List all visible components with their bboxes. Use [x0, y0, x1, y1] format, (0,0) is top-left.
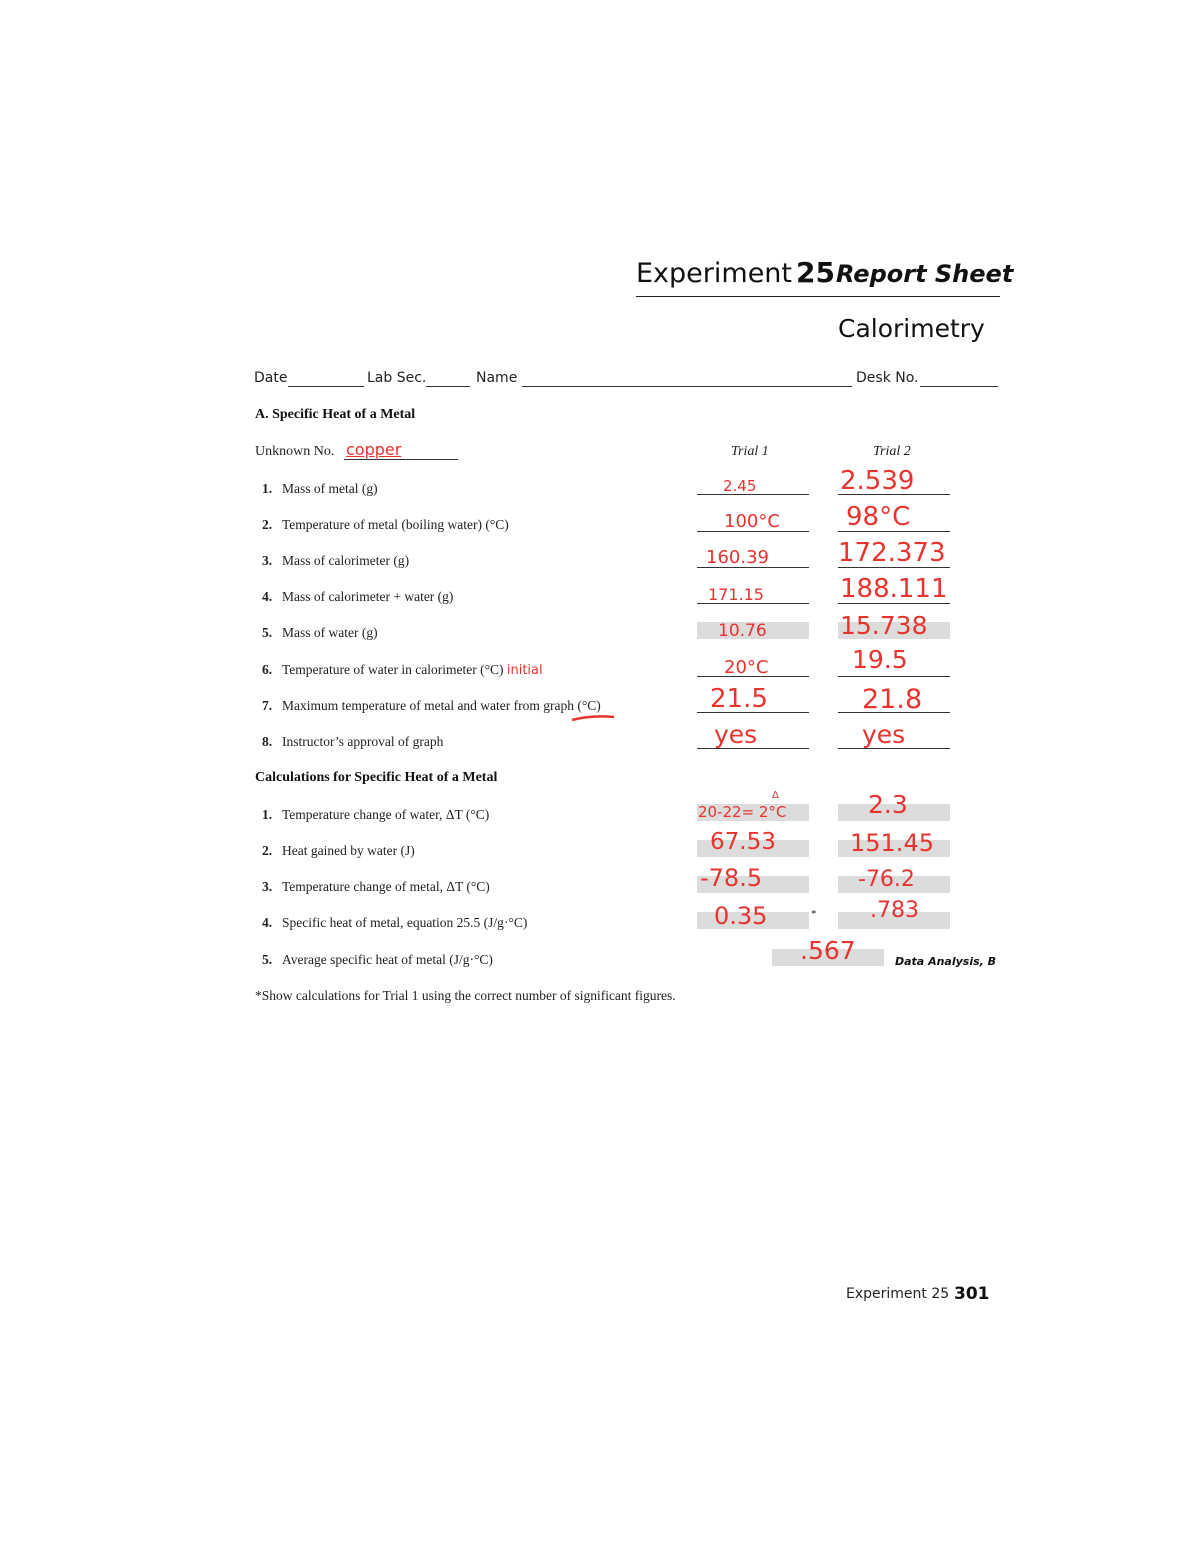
row-text: Mass of calorimeter + water (g): [282, 589, 454, 604]
row-number: 7.: [262, 698, 273, 713]
trial-1-value: yes: [714, 720, 758, 749]
footnote: *Show calculations for Trial 1 using the correct number of significant figures.: [255, 988, 676, 1003]
trial-2-value: -76.2: [858, 867, 915, 892]
trial-2-value: 21.8: [862, 684, 923, 715]
row-number: 2.: [262, 517, 273, 532]
row-handwritten-note: initial: [506, 663, 543, 678]
row-text: Temperature change of water, ΔT (°C): [282, 807, 490, 822]
row-text: Temperature change of metal, ΔT (°C): [282, 879, 490, 894]
row-number: 3.: [262, 553, 273, 568]
row-text: Mass of calorimeter (g): [282, 553, 410, 568]
calculations-title: Calculations for Specific Heat of a Metal: [255, 770, 498, 785]
calculation-row-label: [262, 879, 490, 895]
trial-1-value: 171.15: [708, 585, 764, 604]
title-experiment-number: 25: [796, 256, 835, 289]
calculation-row-label: [262, 952, 493, 968]
row-text: Mass of water (g): [282, 625, 378, 640]
trial-2-value: 2.539: [840, 466, 915, 496]
calculation-row-label: [262, 843, 415, 859]
trial-1-value: -78.5: [700, 864, 763, 892]
row-text: Specific heat of metal, equation 25.5 (J/g·°C): [282, 915, 528, 930]
row-text: Average specific heat of metal (J/g·°C): [282, 952, 493, 967]
desk-no-field[interactable]: [920, 386, 998, 387]
trial-2-value: 15.738: [840, 611, 928, 640]
row-number: 6.: [262, 662, 273, 677]
trial-2-value: .783: [870, 898, 919, 923]
row-number: 2.: [262, 843, 273, 858]
name-field[interactable]: [522, 386, 852, 387]
trial-1-value: 100°C: [724, 511, 780, 532]
row-number: 1.: [262, 807, 273, 822]
lab-sec-field[interactable]: [426, 386, 470, 387]
trial-2-value: 19.5: [852, 645, 908, 674]
desk-no-label: Desk No.: [856, 370, 919, 386]
row-number: 8.: [262, 734, 273, 749]
trial-2-value: 172.373: [838, 538, 946, 568]
row-text: Instructor’s approval of graph: [282, 734, 444, 749]
page-subtitle: Calorimetry: [838, 314, 985, 343]
unknown-field[interactable]: [344, 459, 458, 460]
measurement-row-label: [262, 625, 378, 641]
measurement-row-label: [262, 662, 543, 678]
trial-1-value: 20-22= 2°C: [698, 803, 787, 821]
calculation-row-label: [262, 807, 489, 823]
date-label: Date: [254, 370, 288, 386]
title-report-sheet: Report Sheet: [836, 260, 1014, 288]
row-number: 3.: [262, 879, 273, 894]
date-field[interactable]: [288, 386, 364, 387]
delta-mark: Δ: [772, 790, 779, 801]
trial-1-value: 10.76: [718, 621, 767, 641]
measurement-row-label: [262, 589, 453, 605]
trial-2-value: 98°C: [846, 502, 911, 532]
measurement-row-label: [262, 481, 378, 497]
row-text: Temperature of water in calorimeter (°C): [282, 662, 504, 677]
trial-1-value: 160.39: [706, 547, 769, 568]
measurement-row-label: [262, 517, 509, 533]
row-number: 1.: [262, 481, 273, 496]
underline-mark-icon: [570, 713, 618, 723]
row-number: 5.: [262, 952, 273, 967]
measurement-row-label: [262, 734, 443, 750]
unknown-value: copper: [346, 440, 402, 459]
measurement-row-label: [262, 698, 601, 714]
row-number: 4.: [262, 589, 273, 604]
unknown-label: Unknown No.: [255, 444, 335, 459]
row-text: Maximum temperature of metal and water from graph (°C): [282, 698, 601, 713]
trial-1-value: 67.53: [710, 829, 776, 855]
trial-2-value: 188.111: [840, 574, 948, 604]
row-number: 5.: [262, 625, 273, 640]
measurement-row-label: [262, 553, 409, 569]
asterisk-mark: *: [811, 908, 817, 920]
trial-2-value: yes: [862, 720, 906, 749]
trial-2-field[interactable]: [838, 676, 950, 677]
lab-sec-label: Lab Sec.: [367, 370, 427, 386]
data-analysis-label: Data Analysis, B: [895, 955, 997, 968]
section-a-title: A. Specific Heat of a Metal: [255, 407, 416, 422]
trial-2-value: 151.45: [850, 829, 934, 857]
trial-1-value: 0.35: [714, 902, 768, 930]
trial-1-value: 2.45: [723, 477, 757, 495]
page-number: 301: [954, 1284, 990, 1304]
calculation-row-label: [262, 915, 527, 931]
row-text: Mass of metal (g): [282, 481, 378, 496]
trial-1-value: 21.5: [710, 684, 768, 714]
name-label: Name: [476, 370, 518, 386]
report-title: [636, 256, 1014, 297]
row-text: Temperature of metal (boiling water) (°C): [282, 517, 509, 532]
footer-experiment-label: Experiment 25: [846, 1286, 950, 1302]
trial-1-value: 20°C: [724, 657, 769, 678]
row-number: 4.: [262, 915, 273, 930]
trial-2-header: Trial 2: [873, 444, 911, 459]
title-experiment-word: Experiment: [636, 258, 793, 289]
row-text: Heat gained by water (J): [282, 843, 415, 858]
trial-1-header: Trial 1: [731, 444, 769, 459]
average-value: .567: [800, 936, 856, 965]
trial-2-value: 2.3: [868, 790, 908, 819]
